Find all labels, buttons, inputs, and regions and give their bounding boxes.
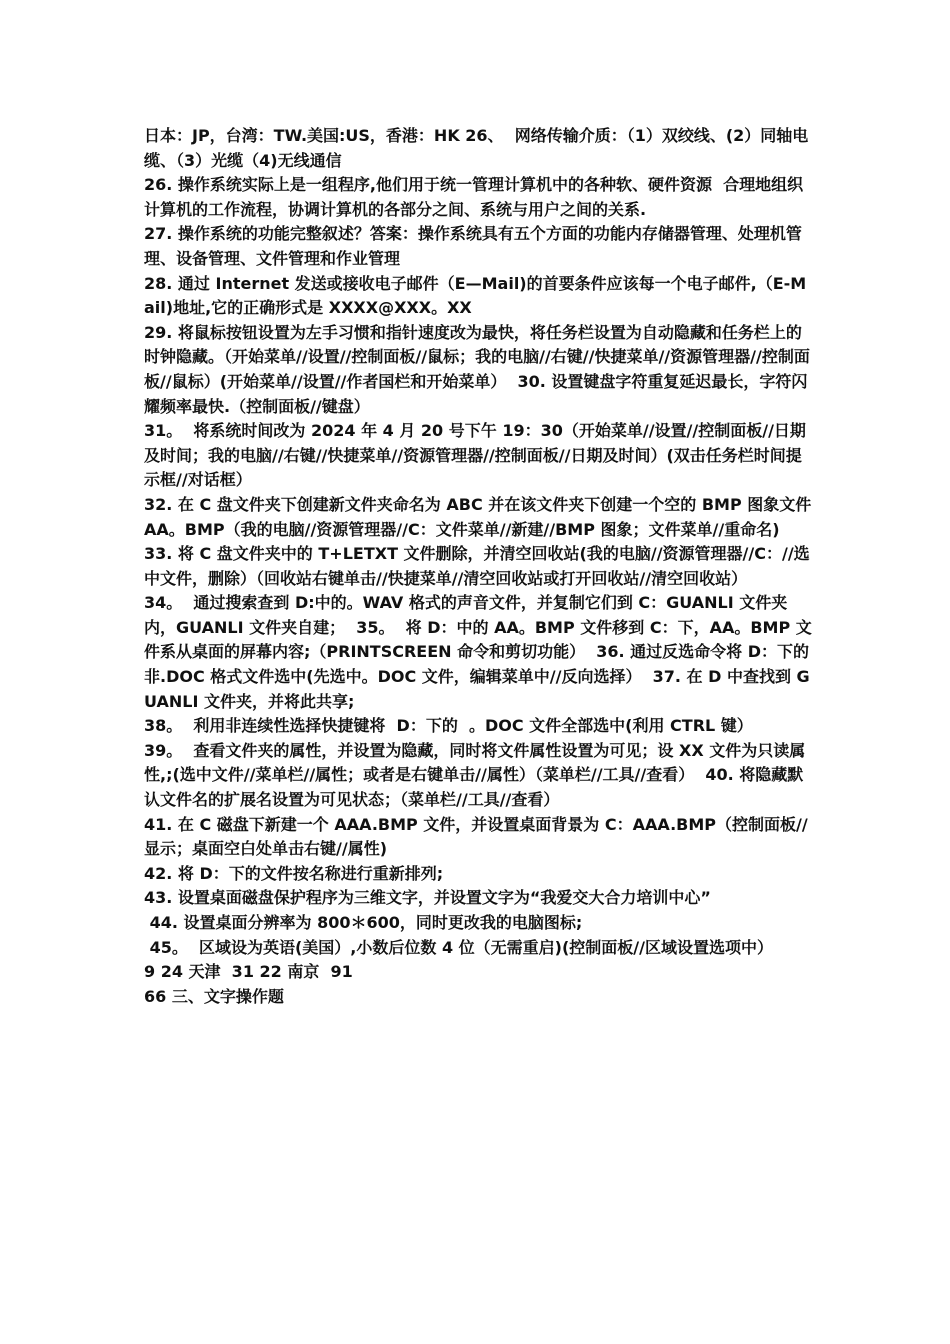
paragraph-item-42: 42. 将 D：下的文件按名称进行重新排列; [144, 863, 444, 883]
paragraph-item-28: 28. 通过 Internet 发送或接收电子邮件（E—Mail)的首要条件应该每一个电子邮件,（E-Mail)地址,它的正确形式是 XXXX@XXX。XX [144, 273, 807, 318]
paragraph-item-44: 44. 设置桌面分辨率为 800＊600，同时更改我的电脑图标; [144, 913, 583, 932]
paragraph-item-41: 41. 在 C 磁盘下新建一个 AAA.BMP 文件，并设置桌面背景为 C：AAA.BMP（控制面板//显示；桌面空白处单击右键//属性) [144, 814, 808, 859]
paragraph-item-32: 32. 在 C 盘文件夹下创建新文件夹命名为 ABC 并在该文件夹下创建一个空的 BMP 图象文件 AA。BMP（我的电脑//资源管理器//C：文件菜单//新建//BMP 图象；文件菜单//重命名) [144, 494, 817, 539]
paragraph-item-33: 33. 将 C 盘文件夹中的 T+LETXT 文件删除，并清空回收站(我的电脑//资源管理器//C：//选中文件，删除）（回收站右键单击//快捷菜单//清空回收站或打开回收站//清空回收站） [144, 544, 810, 588]
paragraph-item-31: 31。 将系统时间改为 2024 年 4 月 20 号下午 19：30（开始菜单//设置//控制面板//日期及时间；我的电脑//右键//快捷菜单//资源管理器//控制面板//日期及时间）(双击任务栏时间提示框//对话框） [144, 421, 806, 490]
paragraph-item-43: 43. 设置桌面磁盘保护程序为三维文字，并设置文字为“我爱交大合力培训中心” [144, 888, 711, 908]
paragraph-item-27: 27. 操作系统的功能完整叙述？答案：操作系统具有五个方面的功能内存储器管理、处理机管理、设备管理、文件管理和作业管理 [144, 224, 802, 268]
paragraph-item-29: 29. 将鼠标按钮设置为左手习惯和指针速度改为最快，将任务栏设置为自动隐藏和任务栏上的时钟隐藏。（开始菜单//设置//控制面板//鼠标；我的电脑//右键//快捷菜单//资源管理器//控制面板//鼠标）(开始菜单//设置//作者国栏和开始菜单） 30. 设置键盘字符重复延迟最长，字符闪耀频率最快.（控制面板//键盘） [144, 322, 810, 416]
paragraph-item-26: 26. 操作系统实际上是一组程序,他们用于统一管理计算机中的各种软、硬件资源 合理地组织计算机的工作流程，协调计算机的各部分之间、系统与用户之间的关系. [144, 175, 804, 219]
paragraph-item-38: 38。 利用非连续性选择快捷键将 D：下的 。DOC 文件全部选中(利用 CTRL 键） [144, 716, 753, 736]
paragraph-item-34: 34。 通过搜索查到 D:中的。WAV 格式的声音文件，并复制它们到 C：GUANLI 文件夹内，GUANLI 文件夹自建； 35。 将 D：中的 AA。BMP 文件移到 C：下，AA。BMP 文件系从桌面的屏幕内容;（PRINTSCREEN 命令和剪切功能） 36. 通过反选命令将 D：下的非.DOC 格式文件选中(先选中。DOC 文件，编辑菜单中//反向选择） 37. 在 D 中查找到 GUANLI 文件夹，并将此共享; [144, 593, 812, 711]
paragraph-country-codes: 日本：JP，台湾：TW.美国:US，香港：HK 26、 网络传输介质：（1）双绞线、(2）同轴电缆、（3）光缆（4)无线通信 [144, 126, 809, 170]
paragraph-item-45: 45。 区域设为英语(美国）,小数后位数 4 位（无需重启)(控制面板//区域设置选项中） [144, 937, 773, 957]
document-body [144, 124, 817, 1009]
section-heading-text-operations: 66 三、文字操作题 [144, 986, 284, 1006]
paragraph-city-numbers: 9 24 天津 31 22 南京 91 [144, 962, 353, 982]
paragraph-item-39: 39。 查看文件夹的属性，并设置为隐藏，同时将文件属性设置为可见；设 XX 文件为只读属性,;(选中文件//菜单栏//属性；或者是右键单击//属性）（菜单栏//工具//查看） 40. 将隐藏默认文件名的扩展名设置为可见状态；（菜单栏//工具//查看） [144, 740, 806, 810]
